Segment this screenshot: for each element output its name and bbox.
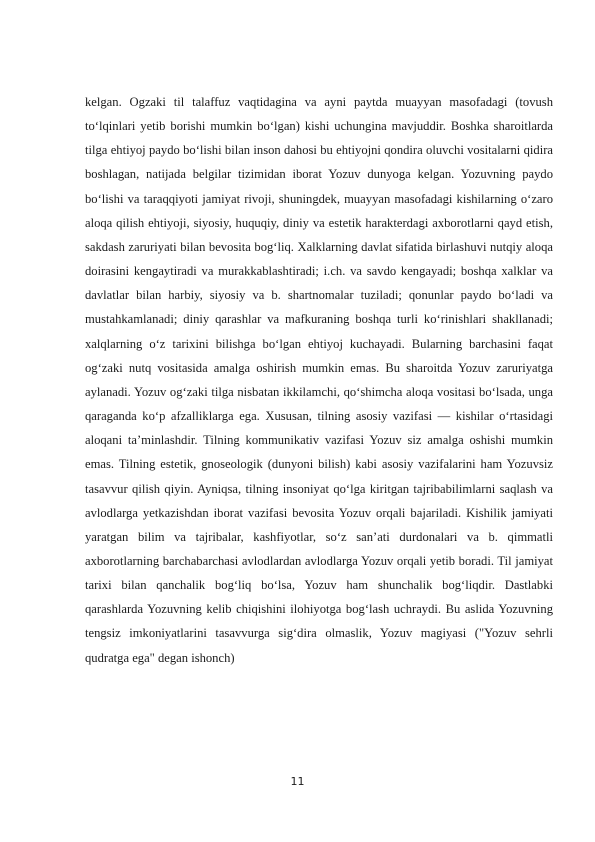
body-paragraph: kelgan. Ogzaki til talaffuz vaqtidagina va ayni paytda muayyan masofadagi (tovush toʻlqinlari yetib borishi mumkin boʻlgan) kishi uchungina mavjuddir. Boshka sharoitlarda tilga ehtiyoj paydo boʻlishi bilan inson dahosi bu ehtiyojni qondira oluvchi vositalarni qidira boshlagan, natijada belgilar tizimidan iborat Yozuv dunyoga kelgan. Yozuvning paydo boʻlishi va taraqqiyoti jamiyat rivoji, shuningdek, muayyan masofadagi kishilarning oʻzaro aloqa qilish ehtiyoji, siyosiy, huquqiy, diniy va estetik harakterdagi axborotlarni qayd etish, sakdash zaruriyati bilan bevosita bogʻliq. Xalklarning davlat sifatida birlashuvi nutqiy aloqa doirasini kengaytiradi va murakkablashtiradi; i.ch. va savdo kengayadi; boshqa xalklar va davlatlar bilan harbiy, siyosiy va b. shartnomalar tuziladi; qonunlar paydo boʻladi va mustahkamlanadi; diniy qarashlar va mafkuraning boshqa turli koʻrinishlari shakllanadi; xalqlarning oʻz tarixini bilishga boʻlgan ehtiyoj kuchayadi. Bularning barchasini faqat ogʻzaki nutq vositasida amalga oshirish mumkin emas. Bu sharoitda Yozuv zaruriyatga aylanadi. Yozuv ogʻzaki tilga nisbatan ikkilamchi, qoʻshimcha aloqa vositasi boʻlsada, unga qaraganda koʻp afzalliklarga ega. Xususan, tilning asosiy vazifasi — kishilar oʻrtasidagi aloqani taʼminlashdir. Tilning kommunikativ vazifasi Yozuv siz amalga oshishi mumkin emas. Tilning estetik, gnoseologik (dunyoni bilish) kabi asosiy vazifalarini ham Yozuvsiz tasavvur qilish qiyin. Ayniqsa, tilning insoniyat qoʻlga kiritgan tajribabilimlarni saqlash va avlodlarga yetkazishdan iborat vazifasi bevosita Yozuv orqali bajariladi. Kishilik jamiyati yaratgan bilim va tajribalar, kashfiyotlar, soʻz sanʼati durdonalari va b. qimmatli axborotlarning barchabarchasi avlodlardan avlodlarga Yozuv orqali yetib boradi. Til jamiyat tarixi bilan qanchalik bogʻliq boʻlsa, Yozuv ham shunchalik bogʻliqdir. Dastlabki qarashlarda Yozuvning kelib chiqishini ilohiyotga bogʻlash uchraydi. Bu aslida Yozuvning tengsiz imkoniyatlarini tasavvurga sigʻdira olmaslik, Yozuv magiyasi ("Yozuv sehrli qudratga ega" degan ishonch) [85, 95, 553, 665]
page-number: 11 [290, 775, 305, 788]
